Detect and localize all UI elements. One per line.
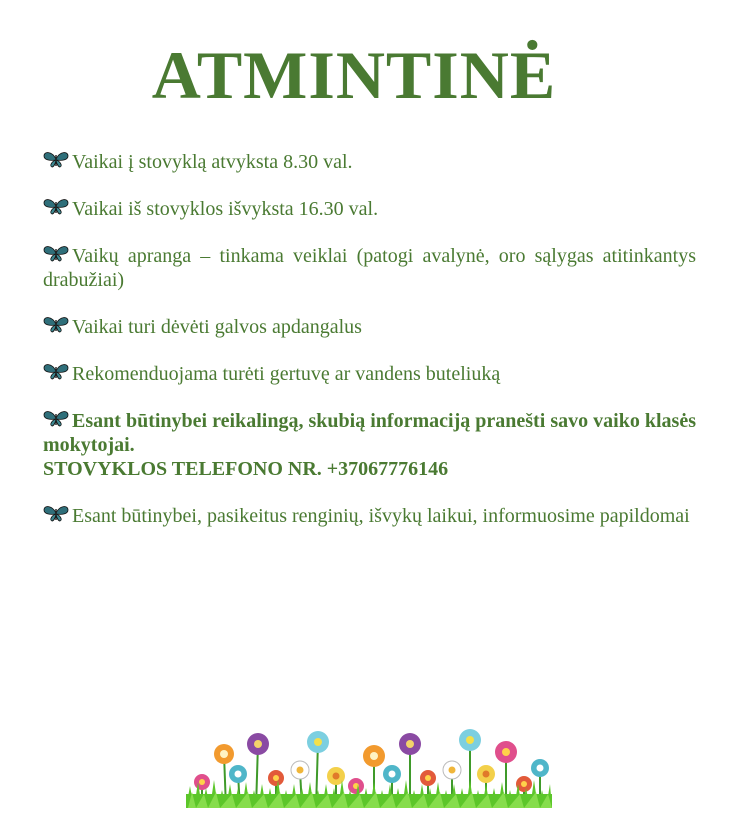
item-text: Vaikų apranga – tinkama veiklai (patogi avalynė, oro sąlygas atitinkantys drabužiai)	[43, 245, 696, 291]
item-text: Rekomenduojama turėti gertuvę ar vandens buteliuką	[72, 363, 501, 385]
list-item	[43, 409, 696, 481]
list-item	[43, 315, 696, 339]
list-item	[43, 197, 696, 221]
butterfly-icon	[43, 245, 69, 263]
flower-border-image	[186, 712, 552, 808]
butterfly-icon	[43, 151, 69, 169]
butterfly-icon	[43, 363, 69, 381]
item-text: Vaikai į stovyklą atvyksta 8.30 val.	[72, 151, 353, 173]
item-text: Vaikai turi dėvėti galvos apdangalus	[72, 316, 362, 338]
butterfly-icon	[43, 505, 69, 523]
butterfly-icon	[43, 316, 69, 334]
list-item	[43, 504, 696, 528]
page-title: ATMINTINĖ	[151, 37, 557, 113]
list-item	[43, 362, 696, 386]
list-item	[43, 244, 696, 292]
camp-phone-number: STOVYKLOS TELEFONO NR. +37067776146	[43, 458, 449, 480]
item-text: Esant būtinybei reikalingą, skubią informaciją pranešti savo vaiko klasės mokytojai.	[43, 410, 696, 456]
list-item	[43, 150, 696, 174]
item-text: Esant būtinybei, pasikeitus renginių, išvykų laikui, informuosime papildomai	[72, 505, 690, 527]
butterfly-icon	[43, 410, 69, 428]
item-text: Vaikai iš stovyklos išvyksta 16.30 val.	[72, 198, 379, 220]
reminder-list	[43, 150, 696, 551]
butterfly-icon	[43, 198, 69, 216]
